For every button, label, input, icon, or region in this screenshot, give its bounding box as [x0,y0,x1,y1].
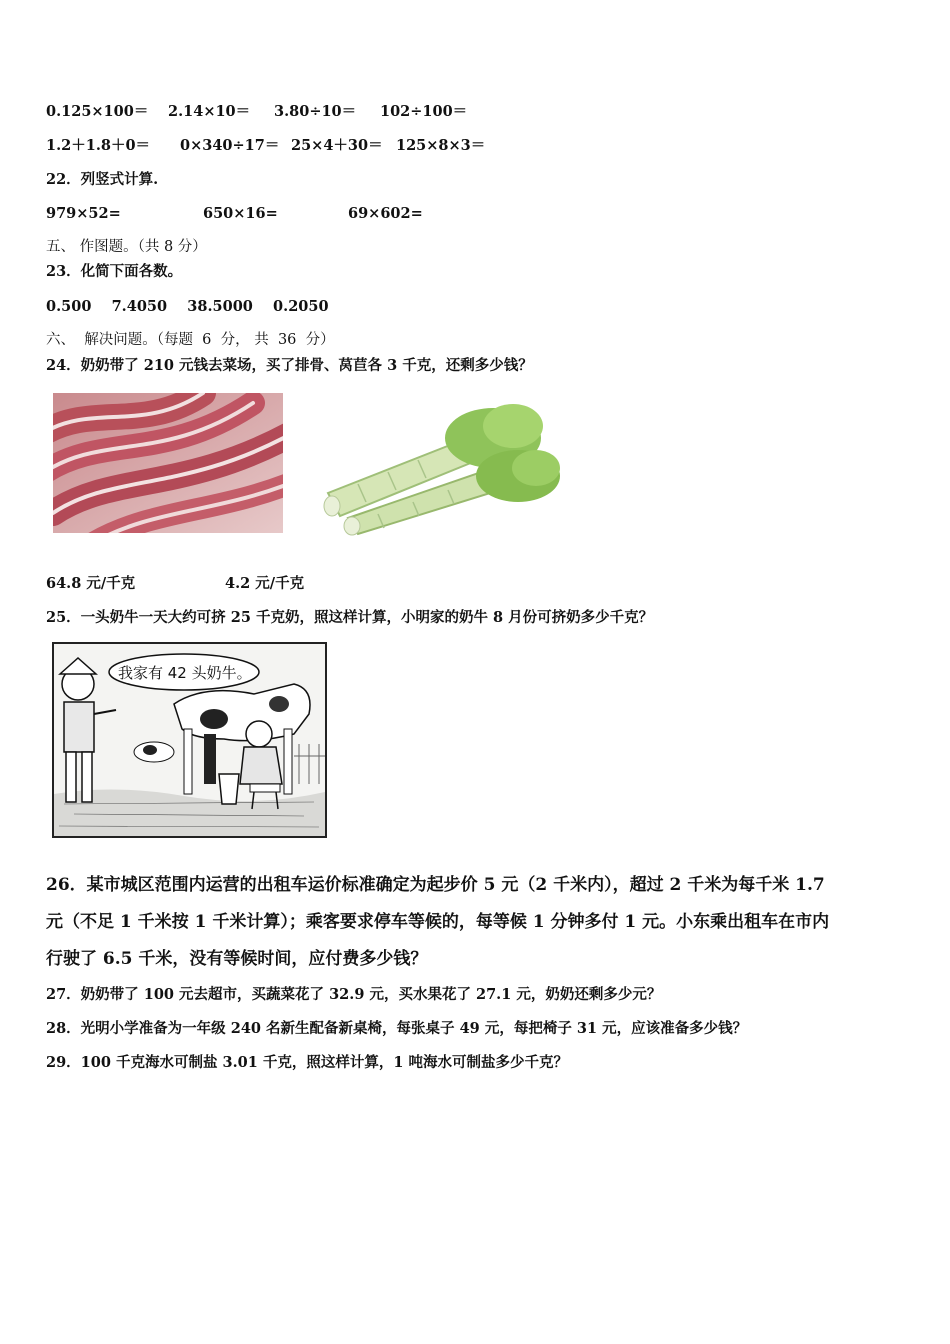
q25-title: 25．一头奶牛一天大约可挤 25 千克奶，照这样计算，小明家的奶牛 8 月份可挤奶多少千克？ [46,609,654,626]
oral-calc-3: 3.80÷10＝ [274,103,357,120]
section-6-heading: 六、 解决问题。（每题 6 分， 共 36 分） [46,332,335,348]
oral-calc-8: 125×8×3＝ [396,137,486,154]
ribs-image [53,393,283,533]
q23-title: 23．化简下面各数。 [46,263,183,280]
oral-calc-1: 0.125×100＝ [46,103,149,120]
q26-line-1: 26．某市城区范围内运营的出租车运价标准确定为起步价 5 元（2 千米内），超过 2 千米为每千米 1.7 [46,875,825,895]
q26-line-3: 行驶了 6.5 千米，没有等候时间，应付费多少钱？ [46,949,428,969]
lettuce-price: 4.2 元/千克 [225,575,305,592]
q29-title: 29．100 千克海水可制盐 3.01 千克，照这样计算，1 吨海水可制盐多少千克？ [46,1054,569,1071]
q24-title: 24．奶奶带了 210 元钱去菜场，买了排骨、莴苣各 3 千克，还剩多少钱？ [46,357,533,374]
q28-title: 28．光明小学准备为一年级 240 名新生配备新桌椅，每张桌子 49 元，每把椅子 31 元，应该准备多少钱？ [46,1020,748,1037]
q22-title: 22．列竖式计算. [46,171,159,188]
q22-item-2: 650×16= [203,205,278,222]
oral-calc-2: 2.14×10＝ [168,103,251,120]
oral-calc-5: 1.2＋1.8＋0＝ [46,137,151,154]
speech-bubble-text: 我家有 42 头奶牛。 [118,664,252,682]
cow-milking-illustration [52,642,327,838]
q27-title: 27．奶奶带了 100 元去超市，买蔬菜花了 32.9 元，买水果花了 27.1 元，奶奶还剩多少元？ [46,986,662,1003]
ribs-price: 64.8 元/千克 [46,575,136,592]
q22-item-3: 69×602= [348,205,423,222]
oral-calc-6: 0×340÷17＝ [180,137,280,154]
oral-calc-4: 102÷100＝ [380,103,468,120]
q23-numbers: 0.500 7.4050 38.5000 0.2050 [46,298,329,315]
q26-line-2: 元（不足 1 千米按 1 千米计算）；乘客要求停车等候的，每等候 1 分钟多付 1 元。小东乘出租车在市内 [46,912,830,932]
section-5-heading: 五、 作图题。（共 8 分） [46,239,207,255]
oral-calc-7: 25×4＋30＝ [291,137,383,154]
lettuce-image [318,398,564,536]
q22-item-1: 979×52= [46,205,121,222]
